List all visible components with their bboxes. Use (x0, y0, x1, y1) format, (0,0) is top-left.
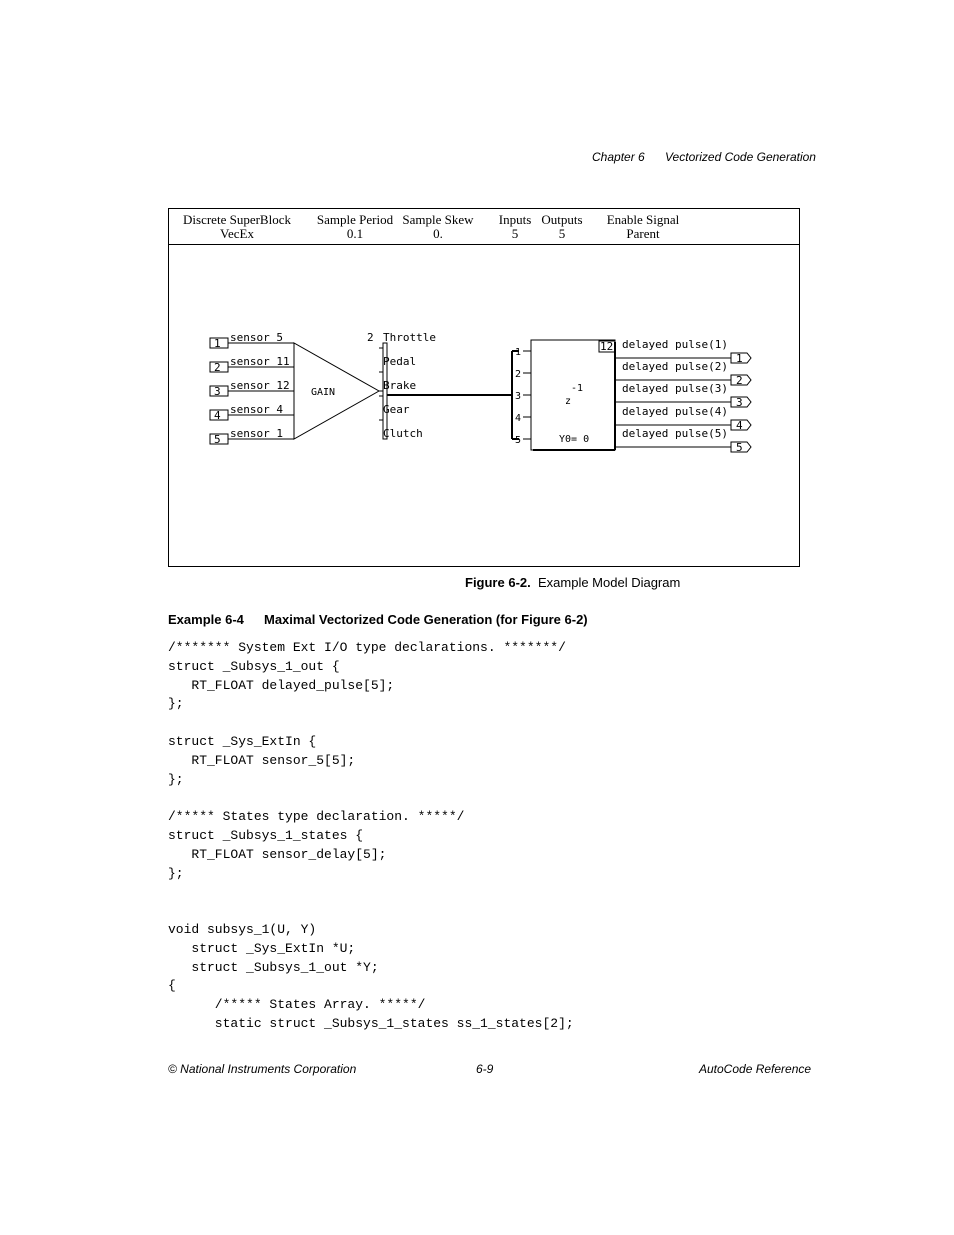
header-col-label: Sample Skew (402, 212, 474, 227)
output-port-number: 2 (736, 374, 743, 387)
gain-label: GAIN (311, 387, 336, 398)
code-listing: /******* System Ext I/O type declarations. *******/ struct _Subsys_1_out { RT_FLOAT delayed_pulse[5]; }; struct _Sys_ExtIn { RT_FLOAT sensor_5[5]; }; /***** States type declaration. *****/ struct _Subsys_1_states { RT_FLOAT sensor_delay[5]; }; void subsys_1(U, Y) struct _Sys_ExtIn *U; struct _Subsys_1_out *Y; { /***** States Array. *****/ static struct _Subsys_1_states ss_1_states[2]; (168, 640, 574, 1031)
input-signal-label: sensor 1 (230, 427, 283, 440)
output-port-number: 1 (736, 352, 743, 365)
superblock-header-bar (169, 209, 799, 245)
example-title: Maximal Vectorized Code Generation (for Figure 6-2) (264, 612, 588, 627)
delay-pin-label: 4 (515, 413, 522, 424)
header-col-label: Enable Signal (606, 212, 680, 227)
header-col-enable-signal (607, 213, 680, 241)
mux-block-label: Pedal (383, 355, 417, 368)
delay-initial-value: Y0= 0 (559, 434, 590, 445)
gain-block (294, 343, 379, 439)
delay-pin-label: 1 (515, 347, 522, 358)
output-signal-label: delayed pulse(1) (622, 338, 728, 351)
output-port-number: 3 (736, 396, 743, 409)
header-col-inputs (499, 213, 532, 241)
delay-block-id: 12 (600, 340, 614, 353)
mux-block-label: Brake (383, 379, 417, 392)
delay-pin-label: 5 (515, 435, 522, 446)
delay-pin-label: 3 (515, 391, 522, 402)
mux-block-label: Clutch (383, 427, 423, 440)
header-col-value: 5 (511, 226, 519, 241)
header-col-label: Inputs (498, 212, 532, 227)
header-col-value: 0.1 (346, 226, 364, 241)
mux-block-label: Gear (383, 403, 410, 416)
footer-page-number: 6-9 (476, 1062, 494, 1076)
header-col-label: Sample Period (316, 212, 394, 227)
figure-caption-text: Example Model Diagram (537, 575, 681, 590)
input-port-number: 2 (214, 361, 221, 374)
output-signal-label: delayed pulse(2) (622, 360, 728, 373)
model-diagram-figure (168, 208, 800, 567)
mux-block-label: Throttle (383, 331, 436, 344)
header-col-value: Parent (626, 226, 660, 241)
input-signal-label: sensor 4 (230, 403, 283, 416)
figure-caption (465, 575, 680, 590)
output-signal-label: delayed pulse(4) (622, 405, 728, 418)
delay-pin-label: 2 (515, 369, 522, 380)
delay-z: z (565, 396, 572, 407)
input-signal-label: sensor 5 (230, 331, 283, 344)
header-col-value: 5 (558, 226, 566, 241)
input-signal-label: sensor 12 (230, 379, 290, 392)
header-col-value: VecEx (220, 226, 254, 241)
chapter-label: Chapter 6 (592, 150, 645, 164)
chapter-title: Vectorized Code Generation (665, 150, 816, 164)
header-col-label: Discrete SuperBlock (183, 212, 291, 227)
input-port-number: 3 (214, 385, 221, 398)
figure-caption-label: Figure 6-2. (465, 575, 531, 590)
block-diagram (169, 245, 799, 565)
footer-copyright: © National Instruments Corporation (168, 1062, 357, 1076)
input-port-number: 1 (214, 337, 221, 350)
example-label: Example 6-4 (168, 612, 244, 627)
footer-book-title: AutoCode Reference (699, 1062, 812, 1076)
mux-block-id: 2 (367, 331, 374, 344)
input-port-number: 4 (214, 409, 221, 422)
header-col-outputs (541, 213, 582, 241)
header-col-label: Outputs (541, 212, 583, 227)
input-signal-label: sensor 11 (230, 355, 290, 368)
output-signal-label: delayed pulse(5) (622, 427, 728, 440)
header-col-value: 0. (433, 226, 443, 241)
delay-exponent: -1 (571, 383, 584, 394)
output-signal-label: delayed pulse(3) (622, 382, 728, 395)
output-port-number: 4 (736, 419, 743, 432)
header-col-superblock (183, 213, 291, 241)
header-col-sample-skew (402, 213, 473, 241)
input-port-number: 5 (214, 433, 221, 446)
output-port-number: 5 (736, 441, 743, 454)
header-col-sample-period (317, 213, 393, 241)
